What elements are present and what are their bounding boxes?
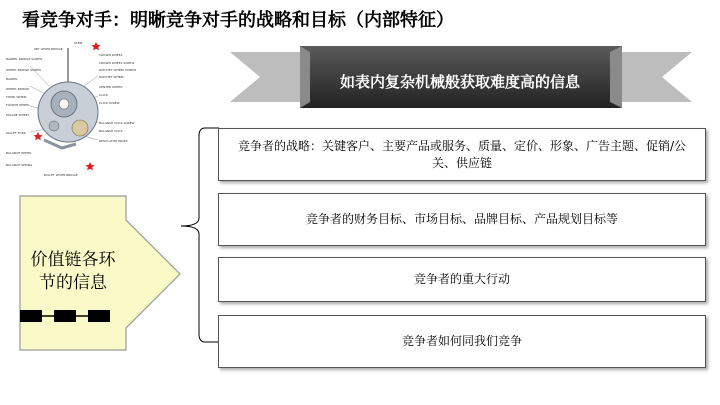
watch-label: BALANCE COCK bbox=[99, 129, 123, 133]
watch-label: WHEEL BRIDGE bbox=[6, 87, 30, 91]
watch-label: BALANCE COCK SCREW bbox=[99, 121, 135, 125]
value-chain-label: 价值链各环节的信息 bbox=[30, 250, 116, 293]
watch-label: RATCHET WHEEL SCREW bbox=[99, 68, 137, 72]
banner-title: 如表内复杂机械般获取难度高的信息 bbox=[339, 72, 580, 91]
watch-label: FOURTH WHEEL bbox=[6, 103, 30, 107]
watch-label: CROWN WHEEL bbox=[99, 53, 123, 57]
watch-label: PALLET FORK bbox=[6, 131, 26, 135]
watch-label: REGULATOR INDEX bbox=[99, 139, 128, 143]
watch-label: BALANCE SPRING bbox=[6, 163, 33, 167]
watch-label: RATCHET WHEEL bbox=[99, 75, 125, 79]
info-box-strategy: 竞争者的战略：关键客户、主要产品或服务、质量、定价、形象、广告主题、促销/公关、供应链 bbox=[218, 128, 706, 181]
watch-label: BARREL BRIDGE SCREW bbox=[6, 57, 43, 61]
value-chain-icon bbox=[20, 307, 120, 325]
watch-label: WHEEL BRIDGE SCREW bbox=[6, 68, 42, 72]
watch-label: ESCAPE WHEEL bbox=[6, 113, 30, 117]
watch-label: BALANCE WHEEL bbox=[6, 151, 32, 155]
watch-label: PALLET LEVER BRIDGE bbox=[44, 173, 78, 177]
watch-label: SET LEVER BRIDGE bbox=[34, 47, 63, 51]
watch-label: STEM bbox=[74, 41, 83, 45]
info-box-goals: 竞争者的财务目标、市场目标、品牌目标、产品规划目标等 bbox=[218, 193, 706, 246]
info-box-actions: 竞争者的重大行动 bbox=[218, 257, 706, 302]
watch-movement-image bbox=[4, 36, 154, 186]
info-box-competition: 竞争者如何同我们竞争 bbox=[218, 315, 706, 368]
watch-label: THIRD WHEEL bbox=[6, 95, 28, 99]
slide-title: 看竞争对手：明晰竞争对手的战略和目标（内部特征） bbox=[22, 10, 454, 31]
watch-label: BARREL bbox=[6, 77, 18, 81]
watch-label: CLICK SCREW bbox=[99, 101, 120, 105]
watch-label: CENTER WHEEL bbox=[99, 85, 123, 89]
watch-label: CROWN WHEEL SCREW bbox=[99, 61, 135, 65]
watch-label: CLICK bbox=[99, 93, 108, 97]
